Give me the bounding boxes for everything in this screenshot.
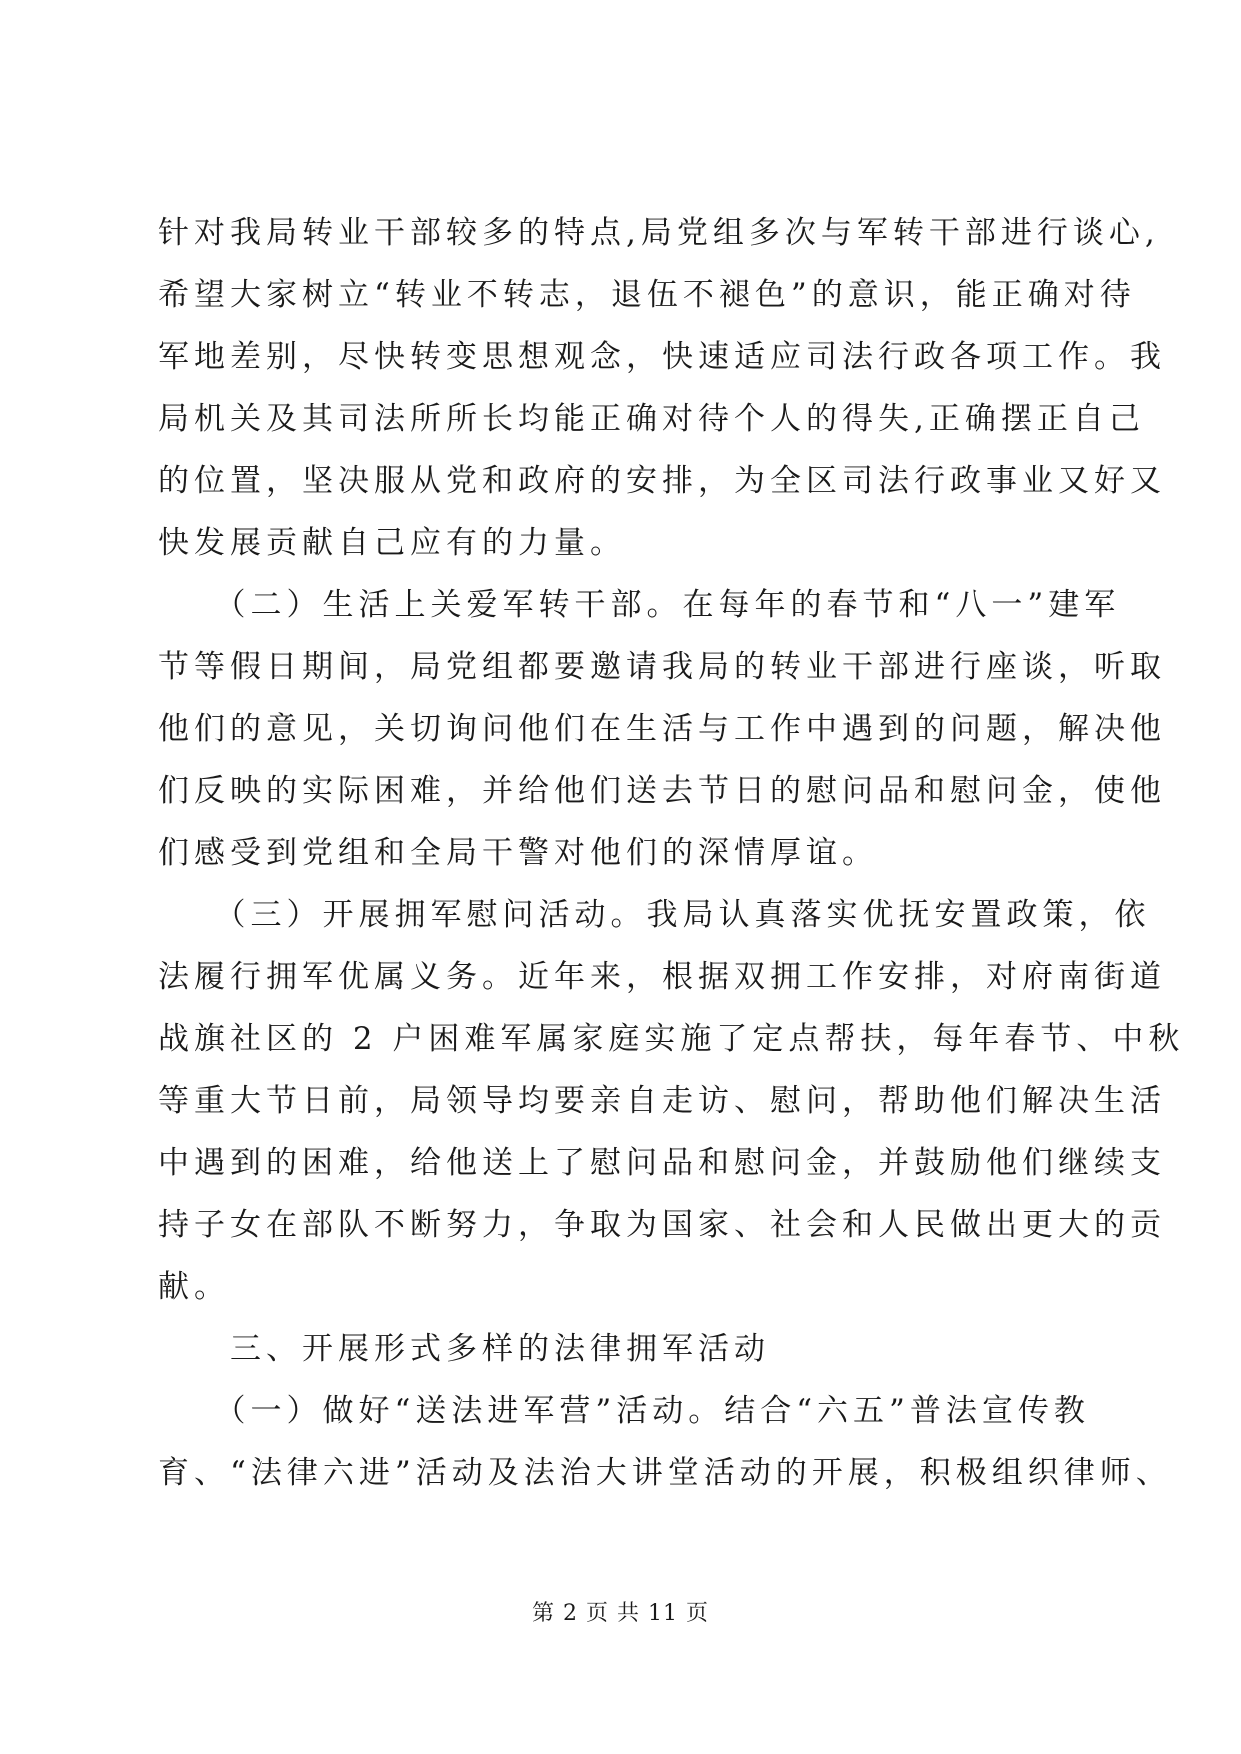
- text-line: 们感受到党组和全局干警对他们的深情厚谊。: [158, 835, 878, 871]
- text-line: （一）做好“送法进军营”活动。结合“六五”普法宣传教: [158, 1393, 1090, 1429]
- text-line: （三）开展拥军慰问活动。我局认真落实优抚安置政策，依: [158, 897, 1151, 933]
- text-line: 献。: [158, 1269, 230, 1305]
- text-line: （二）生活上关爱军转干部。在每年的春节和“八一”建军: [158, 587, 1121, 623]
- text-line: 快发展贡献自己应有的力量。: [158, 525, 626, 561]
- text-line: 局机关及其司法所所长均能正确对待个人的得失,正确摆正自己: [158, 401, 1145, 437]
- text-line: 持子女在部队不断努力，争取为国家、社会和人民做出更大的贡: [158, 1207, 1166, 1243]
- text-line: 育、“法律六进”活动及法治大讲堂活动的开展，积极组织律师、: [158, 1455, 1172, 1491]
- text-line: 他们的意见，关切询问他们在生活与工作中遇到的问题，解决他: [158, 711, 1166, 747]
- body-text: [158, 202, 1185, 1504]
- text-line: 中遇到的困难，给他送上了慰问品和慰问金，并鼓励他们继续支: [158, 1145, 1166, 1181]
- text-line: 节等假日期间，局党组都要邀请我局的转业干部进行座谈，听取: [158, 649, 1166, 685]
- text-line: 法履行拥军优属义务。近年来，根据双拥工作安排，对府南街道: [158, 959, 1166, 995]
- section-heading: 三、开展形式多样的法律拥军活动: [158, 1331, 770, 1367]
- text-line: 针对我局转业干部较多的特点,局党组多次与军转干部进行谈心,: [158, 215, 1160, 251]
- text-line: 的位置，坚决服从党和政府的安排，为全区司法行政事业又好又: [158, 463, 1166, 499]
- text-line: 等重大节日前，局领导均要亲自走访、慰问，帮助他们解决生活: [158, 1083, 1166, 1119]
- text-line: 军地差别，尽快转变思想观念，快速适应司法行政各项工作。我: [158, 339, 1166, 375]
- text-line: 希望大家树立“转业不转志，退伍不褪色”的意识，能正确对待: [158, 277, 1136, 313]
- page-number-footer: 第 2 页 共 11 页: [532, 1601, 709, 1626]
- text-line: 们反映的实际困难，并给他们送去节日的慰问品和慰问金，使他: [158, 773, 1166, 809]
- text-line: 战旗社区的 2 户困难军属家庭实施了定点帮扶，每年春节、中秋: [158, 1021, 1185, 1057]
